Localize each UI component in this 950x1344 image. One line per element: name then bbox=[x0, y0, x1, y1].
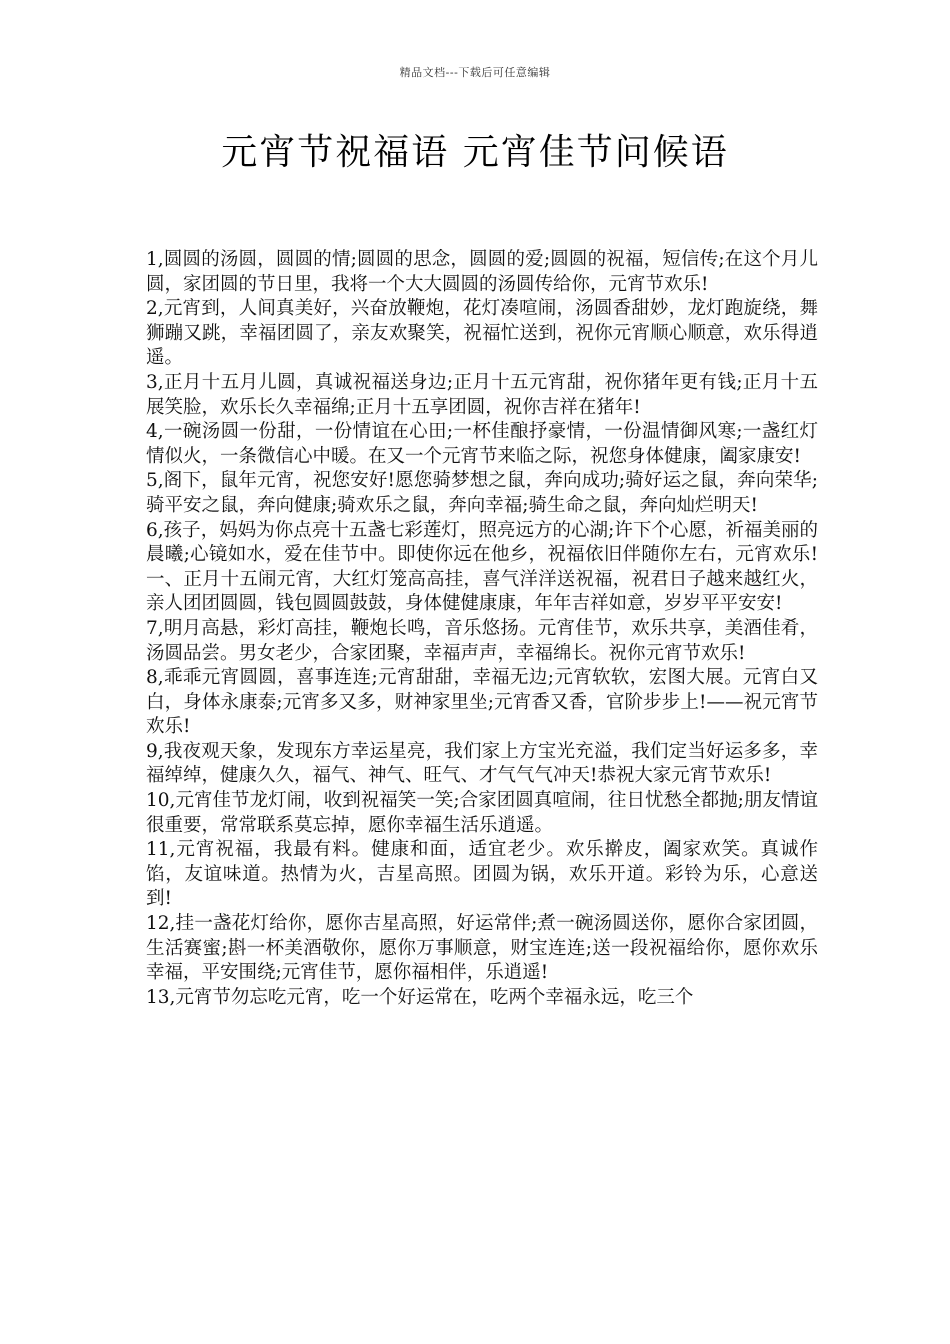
body-content bbox=[146, 248, 818, 1010]
paragraph: 5,阁下，鼠年元宵，祝您安好!愿您骑梦想之鼠，奔向成功;骑好运之鼠，奔向荣华;骑平安之鼠，奔向健康;骑欢乐之鼠，奔向幸福;骑生命之鼠，奔向灿烂明天! bbox=[146, 470, 818, 516]
paragraph: 13,元宵节勿忘吃元宵，吃一个好运常在，吃两个幸福永远，吃三个 bbox=[146, 986, 694, 1008]
paragraph: 12,挂一盏花灯给你，愿你吉星高照，好运常伴;煮一碗汤圆送你，愿你合家团圆，生活赛蜜;斟一杯美酒敬你，愿你万事顺意，财宝连连;送一段祝福给你，愿你欢乐幸福，平安围绕;元宵佳节，愿你福相伴，乐逍遥! bbox=[146, 913, 818, 984]
paragraph: 2,元宵到，人间真美好，兴奋放鞭炮，花灯凑喧闹，汤圆香甜妙，龙灯跑旋绕，舞狮蹦又跳，幸福团圆了，亲友欢聚笑，祝福忙送到，祝你元宵顺心顺意，欢乐得逍遥。 bbox=[146, 298, 818, 369]
page-title: 元宵节祝福语 元宵佳节问候语 bbox=[221, 132, 729, 173]
paragraph: 6,孩子，妈妈为你点亮十五盏七彩莲灯，照亮远方的心湖;许下个心愿，祈福美丽的晨曦;心镜如水，爱在佳节中。即使你远在他乡，祝福依旧伴随你左右，元宵欢乐!一、正月十五闹元宵，大红灯笼高高挂，喜气洋洋送祝福，祝君日子越来越红火，亲人团团圆圆，钱包圆圆鼓鼓，身体健健康康，年年吉祥如意，岁岁平平安安! bbox=[146, 519, 818, 615]
paragraph: 11,元宵祝福，我最有料。健康和面，适宜老少。欢乐擀皮，阖家欢笑。真诚作馅，友谊味道。热情为火，吉星高照。团圆为锅，欢乐开道。彩铃为乐，心意送到! bbox=[146, 839, 818, 910]
paragraph: 1,圆圆的汤圆，圆圆的情;圆圆的思念，圆圆的爱;圆圆的祝福，短信传;在这个月儿圆，家团圆的节日里，我将一个大大圆圆的汤圆传给你，元宵节欢乐! bbox=[146, 249, 818, 295]
paragraph: 10,元宵佳节龙灯闹，收到祝福笑一笑;合家团圆真喧闹，往日忧愁全都抛;朋友情谊很重要，常常联系莫忘掉，愿你幸福生活乐逍遥。 bbox=[146, 790, 818, 836]
paragraph: 7,明月高悬，彩灯高挂，鞭炮长鸣，音乐悠扬。元宵佳节，欢乐共享，美酒佳肴，汤圆品尝。男女老少，合家团聚，幸福声声，幸福绵长。祝你元宵节欢乐! bbox=[146, 617, 818, 664]
paragraph: 4,一碗汤圆一份甜，一份情谊在心田;一杯佳酿抒豪情，一份温情御风寒;一盏红灯情似火，一条微信心中暖。在又一个元宵节来临之际，祝您身体健康，阖家康安! bbox=[146, 421, 818, 467]
paragraph: 9,我夜观天象，发现东方幸运星亮，我们家上方宝光充溢，我们定当好运多多，幸福绰绰，健康久久，福气、神气、旺气、才气气气冲天!恭祝大家元宵节欢乐! bbox=[146, 740, 818, 787]
paragraph: 8,乖乖元宵圆圆，喜事连连;元宵甜甜，幸福无边;元宵软软，宏图大展。元宵白又白，身体永康泰;元宵多又多，财神家里坐;元宵香又香，官阶步步上!——祝元宵节欢乐! bbox=[146, 667, 818, 738]
header-note: 精品文档---下载后可任意编辑 bbox=[399, 66, 551, 79]
paragraph: 3,正月十五月儿圆，真诚祝福送身边;正月十五元宵甜，祝你猪年更有钱;正月十五展笑脸，欢乐长久幸福绵;正月十五享团圆，祝你吉祥在猪年! bbox=[146, 371, 818, 418]
